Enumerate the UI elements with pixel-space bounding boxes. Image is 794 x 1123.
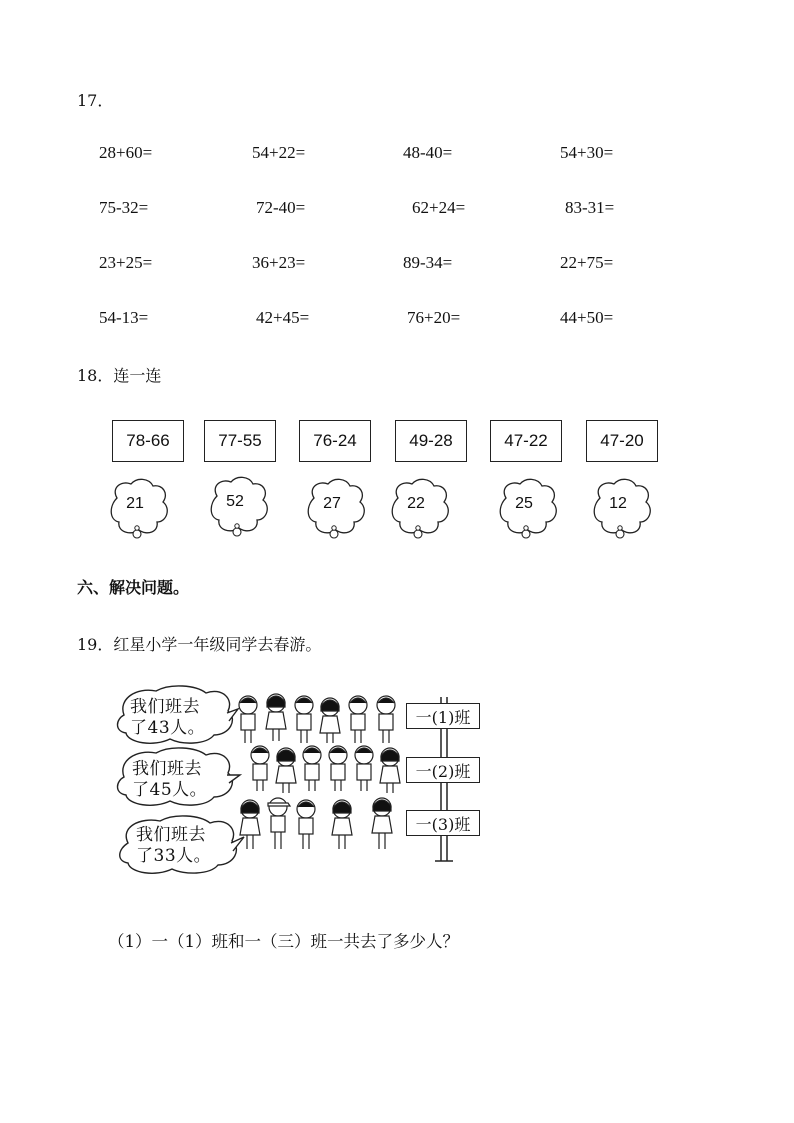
cloud-value: 27 bbox=[323, 495, 341, 512]
expression: 72-40= bbox=[256, 198, 306, 217]
class-trip-illustration bbox=[110, 683, 490, 883]
answer-cloud[interactable] bbox=[304, 478, 368, 542]
expression: 54+22= bbox=[252, 143, 306, 162]
question-18-title: 18．连一连 bbox=[77, 366, 162, 385]
expression: 75-32= bbox=[99, 198, 149, 217]
expression-box[interactable]: 77-55 bbox=[204, 420, 276, 462]
answer-cloud[interactable] bbox=[207, 476, 271, 540]
bubble-line: 我们班去 bbox=[132, 759, 202, 779]
class-sign-2: 一(2)班 bbox=[406, 757, 480, 783]
bubble-line: 我们班去 bbox=[136, 825, 206, 845]
expression: 89-34= bbox=[403, 253, 453, 272]
bubble-line: 我们班去 bbox=[130, 697, 200, 717]
cloud-value: 52 bbox=[226, 493, 244, 510]
question-19-title: 19．红星小学一年级同学去春游。 bbox=[77, 635, 322, 654]
expression-box[interactable]: 78-66 bbox=[112, 420, 184, 462]
cloud-value: 25 bbox=[515, 495, 533, 512]
expression-box[interactable]: 49-28 bbox=[395, 420, 467, 462]
cloud-value: 21 bbox=[126, 495, 144, 512]
answer-cloud[interactable] bbox=[590, 478, 654, 542]
expression: 23+25= bbox=[99, 253, 153, 272]
expression: 62+24= bbox=[412, 198, 466, 217]
expression: 22+75= bbox=[560, 253, 614, 272]
expression: 42+45= bbox=[256, 308, 310, 327]
expression: 44+50= bbox=[560, 308, 614, 327]
bubble-line: 了33人。 bbox=[136, 846, 212, 866]
expression: 48-40= bbox=[403, 143, 453, 162]
cloud-value: 22 bbox=[407, 495, 425, 512]
expression-box[interactable]: 47-22 bbox=[490, 420, 562, 462]
expression: 54+30= bbox=[560, 143, 614, 162]
speech-bubble-2 bbox=[132, 759, 207, 801]
bubble-line: 了45人。 bbox=[132, 780, 208, 800]
bubble-line: 了43人。 bbox=[130, 718, 206, 738]
question-17-number: 17． bbox=[77, 91, 114, 110]
answer-cloud[interactable] bbox=[496, 478, 560, 542]
expression: 54-13= bbox=[99, 308, 149, 327]
expression: 76+20= bbox=[407, 308, 461, 327]
expression-box[interactable]: 76-24 bbox=[299, 420, 371, 462]
speech-bubble-3 bbox=[136, 825, 211, 867]
expression: 28+60= bbox=[99, 143, 153, 162]
expression: 83-31= bbox=[565, 198, 615, 217]
expression-box[interactable]: 47-20 bbox=[586, 420, 658, 462]
section-heading: 六、解决问题。 bbox=[77, 578, 190, 597]
speech-bubble-1 bbox=[130, 697, 205, 739]
class-sign-3: 一(3)班 bbox=[406, 810, 480, 836]
cloud-value: 12 bbox=[609, 495, 627, 512]
sub-question-1: （1）一（1）班和一（三）班一共去了多少人？ bbox=[108, 932, 459, 951]
expression: 36+23= bbox=[252, 253, 306, 272]
answer-cloud[interactable] bbox=[107, 478, 171, 542]
answer-cloud[interactable] bbox=[388, 478, 452, 542]
class-sign-1: 一(1)班 bbox=[406, 703, 480, 729]
